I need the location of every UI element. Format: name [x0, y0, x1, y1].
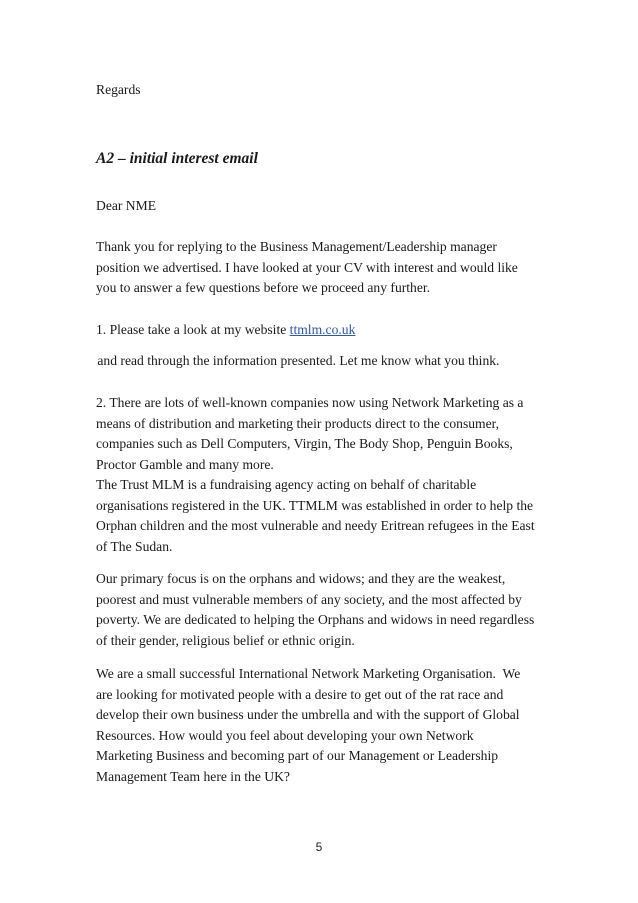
- page-number: 5: [315, 840, 323, 854]
- point-1-followup: [94, 351, 544, 372]
- paragraph-line: are looking for motivated people with a desire to get out of the rat race and: [96, 686, 504, 702]
- paragraph-line: Thank you for replying to the Business Management/Leadership manager: [96, 239, 497, 254]
- paragraph-line: you to answer a few questions before we proceed any further.: [96, 280, 431, 295]
- salutation: [96, 196, 546, 217]
- paragraph-line: of The Sudan.: [96, 538, 173, 554]
- point-1-text: 1. Please take a look at my website: [96, 322, 290, 337]
- paragraph-line: Marketing Business and becoming part of our Management or Leadership: [96, 748, 499, 763]
- paragraph-line: organisations registered in the UK. TTMLM was established in order to help the: [96, 497, 534, 513]
- paragraph-line: Proctor Gamble and many more.: [96, 456, 274, 472]
- paragraph-line: poverty. We are dedicated to helping the Orphans and widows in need regardless: [96, 612, 535, 627]
- paragraph-line: Our primary focus is on the orphans and widows; and they are the weakest,: [96, 571, 506, 586]
- paragraph-line: Orphan children and the most vulnerable and needy Eritrean refugees in the East: [96, 518, 535, 533]
- paragraph-line: position we advertised. I have looked at your CV with interest and would like: [96, 259, 518, 275]
- paragraph-intro: [96, 237, 546, 299]
- paragraph-line: develop their own business under the umbrella and with the support of Global: [96, 707, 520, 722]
- point-1-followup-text: and read through the information presented. Let me know what you think.: [94, 353, 500, 368]
- point-1: [96, 320, 546, 341]
- paragraph-line: means of distribution and marketing their products direct to the consumer,: [96, 415, 500, 431]
- paragraph-line: poorest and must vulnerable members of any society, and the most affected by: [96, 591, 522, 607]
- salutation-text: Dear NME: [96, 198, 157, 213]
- regards-text: Regards: [96, 82, 141, 97]
- paragraph-line: Management Team here in the UK?: [96, 768, 290, 784]
- paragraph-line: of their gender, religious belief or ethnic origin.: [96, 632, 355, 648]
- paragraph-organisation: [96, 664, 546, 787]
- paragraph-companies: [96, 393, 546, 557]
- paragraph-line: The Trust MLM is a fundraising agency acting on behalf of charitable: [96, 477, 477, 492]
- paragraph-line: We are a small successful International Network Marketing Organisation. We: [96, 666, 521, 681]
- paragraph-line: Resources. How would you feel about developing your own Network: [96, 727, 474, 743]
- paragraph-line: 2. There are lots of well-known companies now using Network Marketing as a: [96, 395, 524, 410]
- regards-line: [96, 80, 546, 101]
- section-heading: A2 – initial interest email: [96, 150, 258, 167]
- website-link[interactable]: ttmlm.co.uk: [289, 322, 356, 337]
- paragraph-line: companies such as Dell Computers, Virgin, The Body Shop, Penguin Books,: [96, 436, 513, 451]
- paragraph-focus: [96, 569, 546, 651]
